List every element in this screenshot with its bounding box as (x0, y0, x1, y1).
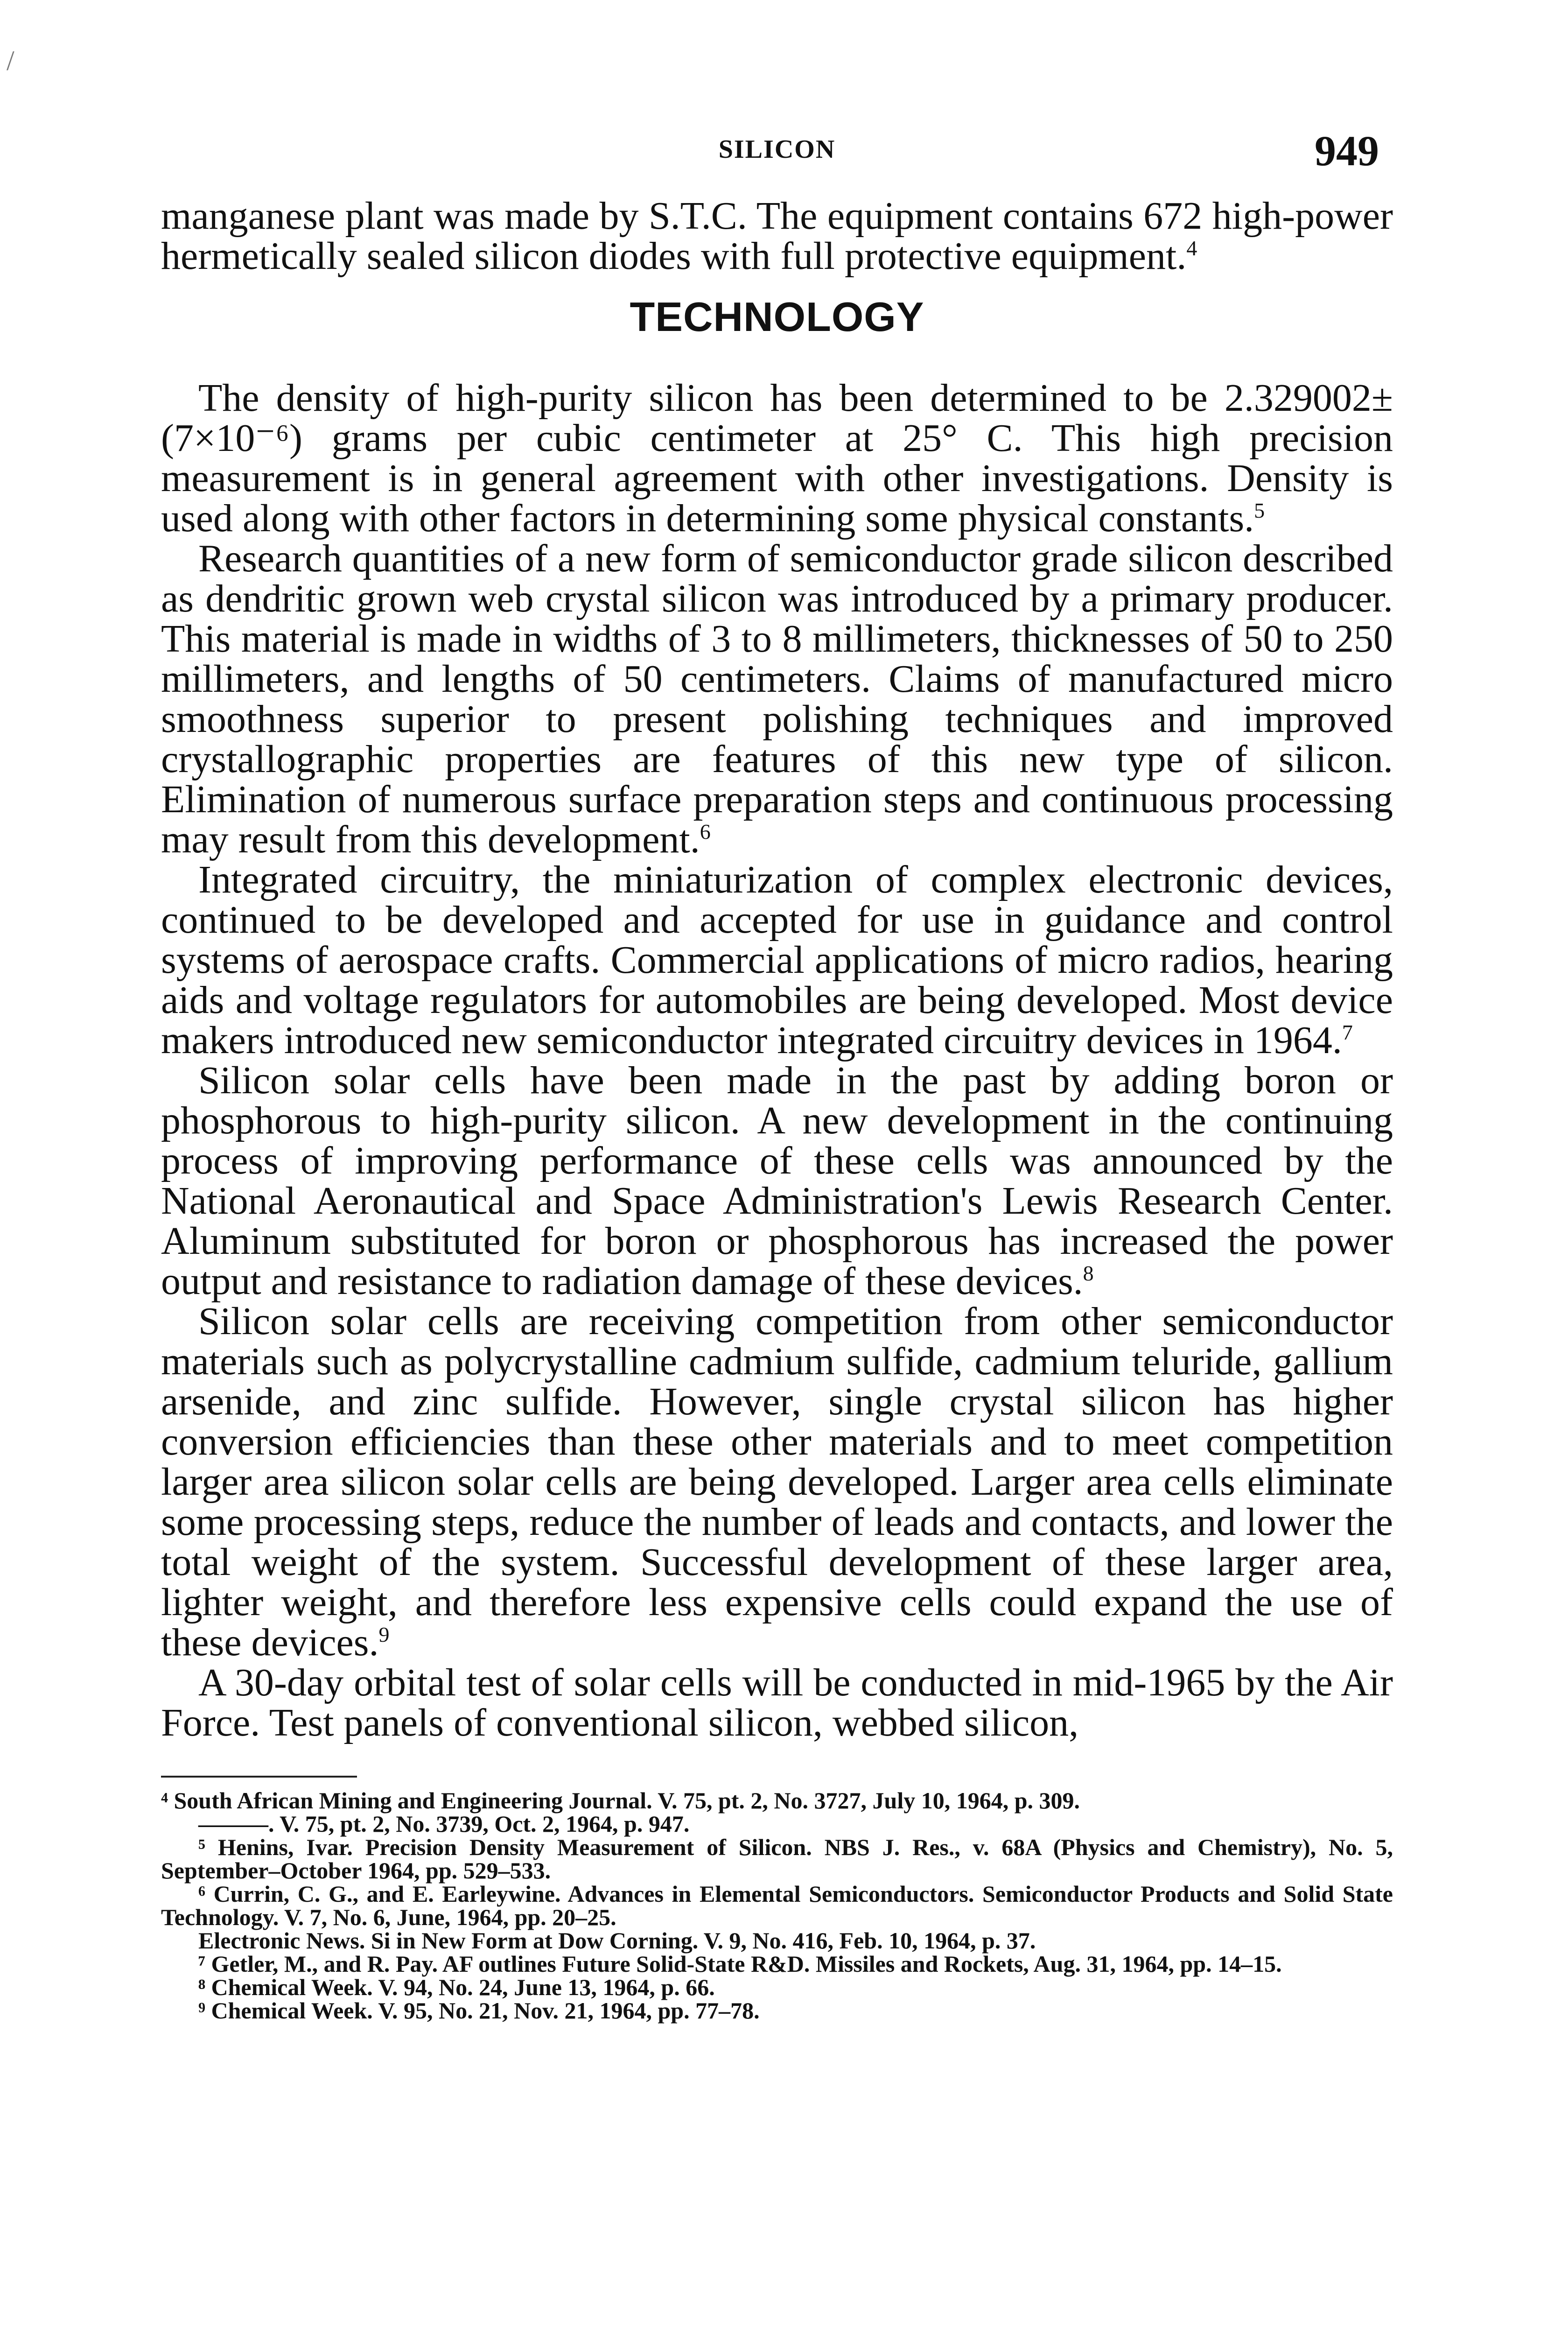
footnotes (161, 1789, 1393, 2022)
footnote-6: ⁶ Currin, C. G., and E. Earleywine. Advances in Elemental Semiconductors. Semiconductor Products and Solid State Technology. V. 7, No. 6, June, 1964, pp. 20–25. (161, 1881, 1393, 1930)
footnote-ref: 5 (1254, 499, 1265, 522)
footnote-ref: 4 (1186, 236, 1197, 260)
paragraph-solar-cells-competition (161, 1301, 1393, 1663)
footnote-ref: 9 (378, 1623, 390, 1646)
opening-paragraph-text: manganese plant was made by S.T.C. The equipment contains 672 high-power hermetically sealed silicon diodes with full protective equipment. (161, 194, 1393, 278)
running-title: SILICON (718, 135, 836, 164)
book-page (161, 126, 1393, 2334)
footnote-ref: 8 (1083, 1261, 1094, 1285)
running-head (161, 126, 1393, 196)
footnote-4: ⁴ South African Mining and Engineering Journal. V. 75, pt. 2, No. 3727, July 10, 1964, p. 309. (161, 1787, 1080, 1814)
footnote-8: ⁸ Chemical Week. V. 94, No. 24, June 13, 1964, p. 66. (198, 1974, 715, 2000)
paragraph-integrated-circuitry (161, 860, 1393, 1061)
margin-mark: / (7, 45, 14, 76)
section-heading: TECHNOLOGY (630, 294, 924, 340)
footnote-4-continued: ———. V. 75, pt. 2, No. 3739, Oct. 2, 1964, p. 947. (198, 1811, 690, 1837)
paragraph-text: The density of high-purity silicon has been determined to be 2.329002± (7×10⁻⁶) grams per cubic centimeter at 25° C. This high precision measurement is in general agreement with other investigations. Density is used along with other factors in determining some physical constants. (161, 376, 1393, 540)
footnote-9: ⁹ Chemical Week. V. 95, No. 21, Nov. 21, 1964, pp. 77–78. (198, 1997, 760, 2024)
footnote-5: ⁵ Henins, Ivar. Precision Density Measurement of Silicon. NBS J. Res., v. 68A (Physics and Chemistry), No. 5, September–October 1964, pp. 529–533. (161, 1834, 1393, 1884)
paragraph-text: Research quantities of a new form of semiconductor grade silicon described as dendritic grown web crystal silicon was introduced by a primary producer. This material is made in widths of 3 to 8 millimeters, thicknesses of 50 to 250 millimeters, and lengths of 50 centimeters. Claims of manufactured micro smoothness superior to present polishing techniques and improved crystallographic properties are features of this new type of silicon. Elimination of numerous surface preparation steps and continuous processing may result from this development. (161, 537, 1393, 861)
paragraph-dendritic-web (161, 539, 1393, 860)
footnote-7: ⁷ Getler, M., and R. Pay. AF outlines Future Solid-State R&D. Missiles and Rockets, Aug. 31, 1964, pp. 14–15. (198, 1951, 1282, 1977)
footnote-6-continued: Electronic News. Si in New Form at Dow Corning. V. 9, No. 416, Feb. 10, 1964, p. 37. (198, 1927, 1036, 1954)
paragraph-text: A 30-day orbital test of solar cells will be conducted in mid-1965 by the Air Force. Test panels of conventional silicon, webbed silicon, (161, 1661, 1393, 1744)
footnote-ref: 6 (700, 820, 711, 844)
paragraph-solar-cells-aluminum (161, 1061, 1393, 1301)
paragraph-text: Silicon solar cells have been made in the past by adding boron or phosphorous to high-purity silicon. A new development in the continuing process of improving performance of these cells was announced by the National Aeronautical and Space Administration's Lewis Research Center. Aluminum substituted for boron or phosphorous has increased the power output and resistance to radiation damage of these devices. (161, 1059, 1393, 1303)
opening-paragraph (161, 196, 1393, 276)
paragraph-orbital-test (161, 1663, 1393, 1743)
footnote-ref: 7 (1342, 1020, 1353, 1044)
paragraph-density (161, 378, 1393, 539)
paragraph-text: Silicon solar cells are receiving competition from other semiconductor materials such as polycrystalline cadmium sulfide, cadmium teluride, gallium arsenide, and zinc sulfide. However, single crystal silicon has higher conversion efficiencies than these other materials and to meet competition larger area silicon solar cells are being developed. Larger area cells eliminate some processing steps, reduce the number of leads and contacts, and lower the total weight of the system. Successful development of these larger area, lighter weight, and therefore less expensive cells could expand the use of these devices. (161, 1300, 1393, 1664)
footnote-rule (161, 1776, 357, 1778)
page-number: 949 (1315, 127, 1379, 175)
paragraph-text: Integrated circuitry, the miniaturization of complex electronic devices, continued to be developed and accepted for use in guidance and control systems of aerospace crafts. Commercial applications of micro radios, hearing aids and voltage regulators for automobiles are being developed. Most device makers introduced new semiconductor integrated circuitry devices in 1964. (161, 858, 1393, 1062)
